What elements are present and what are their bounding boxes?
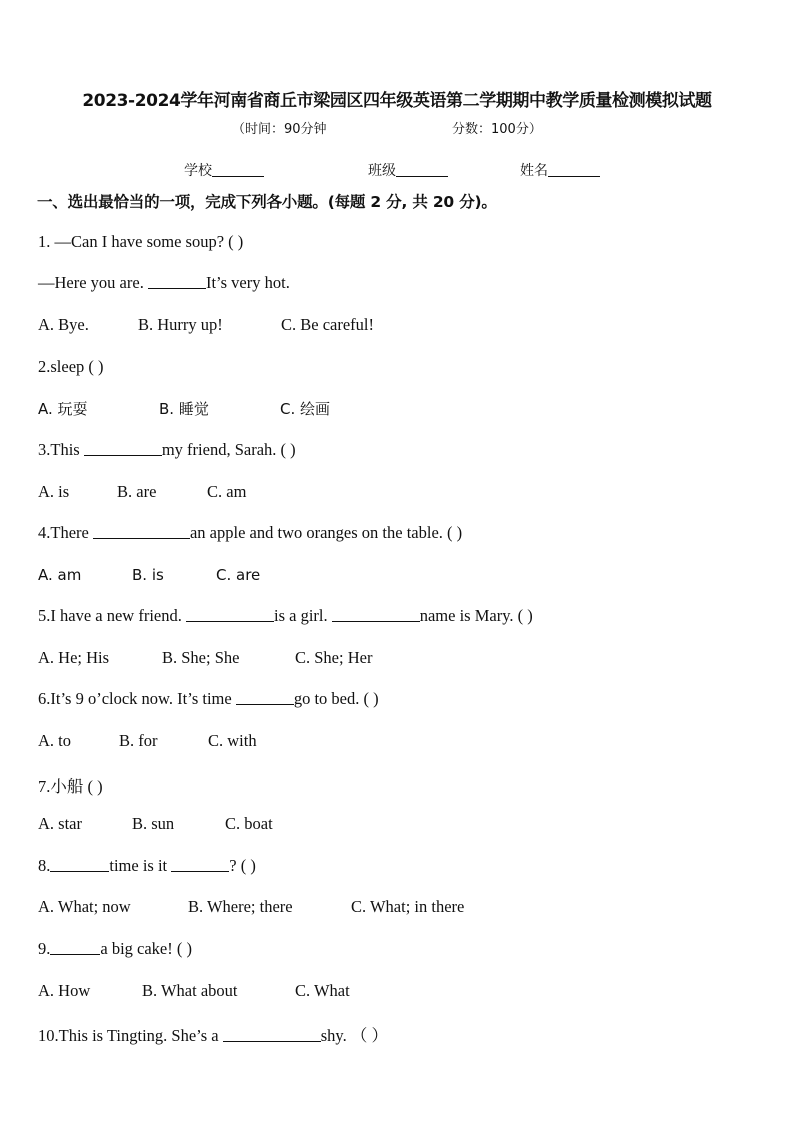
option-a[interactable]: A. star [38, 814, 82, 833]
question-10-text-end: shy. （ ） [320, 1026, 388, 1045]
question-1-text: —Here you are. [38, 273, 148, 292]
question-1-text-end: It’s very hot. [205, 273, 290, 292]
question-7-options [38, 814, 273, 834]
question-10-stem [38, 1022, 388, 1046]
exam-score: 分数：100分） [452, 122, 542, 137]
question-8-text-mid: time is it [109, 856, 172, 875]
option-a[interactable]: A. Bye. [38, 315, 89, 334]
option-c[interactable]: C. are [216, 566, 261, 584]
option-c[interactable]: C. What; in there [351, 897, 465, 916]
option-c[interactable]: C. What [295, 981, 350, 1000]
question-6-options [38, 731, 257, 751]
option-c[interactable]: C. am [207, 482, 247, 501]
question-4-text: 4.There [38, 523, 93, 542]
question-5-options [38, 648, 372, 668]
question-5-text: 5.I have a new friend. [38, 606, 186, 625]
question-1-stem: 1. —Can I have some soup? ( ) [38, 232, 244, 251]
question-6-text: 6.It’s 9 o’clock now. It’s time [38, 689, 236, 708]
question-5-text-mid: is a girl. [273, 606, 332, 625]
option-c[interactable]: C. Be careful! [281, 315, 374, 334]
answer-blank[interactable] [332, 606, 420, 622]
question-2-options [38, 398, 330, 419]
question-5-stem [38, 606, 533, 626]
option-c[interactable]: C. She; Her [295, 648, 373, 667]
question-9-text: 9. [38, 939, 51, 958]
question-8-text: 8. [38, 856, 51, 875]
question-10-text: 10.This is Tingting. She’s a [38, 1026, 223, 1045]
question-4-text-end: an apple and two oranges on the table. ( ) [189, 523, 463, 542]
option-b[interactable]: B. 睡觉 [159, 400, 209, 418]
class-blank[interactable] [396, 162, 448, 177]
exam-time: （时间：90分钟 [232, 122, 327, 137]
question-8-options [38, 897, 464, 917]
question-1-line2 [38, 273, 290, 293]
option-a[interactable]: A. to [38, 731, 71, 750]
question-3-text: 3.This [38, 440, 84, 459]
answer-blank[interactable] [84, 440, 162, 456]
question-6-stem [38, 689, 379, 709]
name-label: 姓名 [520, 163, 548, 179]
option-a[interactable]: A. How [38, 981, 91, 1000]
question-4-stem [38, 523, 462, 543]
option-b[interactable]: B. for [119, 731, 158, 750]
question-3-options [38, 482, 246, 502]
answer-blank[interactable] [50, 856, 109, 872]
answer-blank[interactable] [186, 606, 274, 622]
option-b[interactable]: B. sun [132, 814, 175, 833]
question-2-stem: 2.sleep ( ) [38, 357, 104, 376]
option-b[interactable]: B. Where; there [188, 897, 293, 916]
answer-blank[interactable] [93, 523, 190, 539]
question-9-stem [38, 939, 192, 959]
question-6-text-end: go to bed. ( ) [293, 689, 379, 708]
option-b[interactable]: B. is [132, 566, 164, 584]
exam-title: 2023-2024学年河南省商丘市梁园区四年级英语第二学期期中教学质量检测模拟试题 [82, 91, 712, 111]
question-3-text-end: my friend, Sarah. ( ) [161, 440, 296, 459]
answer-blank[interactable] [223, 1026, 321, 1042]
question-7-stem: 7.小船 ( ) [38, 777, 103, 796]
option-a[interactable]: A. He; His [38, 648, 110, 667]
option-b[interactable]: B. What about [142, 981, 238, 1000]
option-a[interactable]: A. is [38, 482, 70, 501]
question-8-stem [38, 856, 256, 876]
class-field[interactable] [368, 160, 448, 180]
question-1-options [38, 315, 374, 335]
question-9-text-end: a big cake! ( ) [100, 939, 192, 958]
school-field[interactable] [184, 160, 264, 180]
question-5-text-end: name is Mary. ( ) [419, 606, 533, 625]
option-c[interactable]: C. with [208, 731, 257, 750]
school-label: 学校 [184, 163, 212, 179]
option-a[interactable]: A. am [38, 566, 82, 584]
answer-blank[interactable] [171, 856, 229, 872]
option-b[interactable]: B. She; She [162, 648, 240, 667]
option-c[interactable]: C. 绘画 [280, 400, 331, 418]
section-heading: 一、选出最恰当的一项，完成下列各小题。(每题 2 分, 共 20 分)。 [37, 193, 497, 211]
school-blank[interactable] [212, 162, 264, 177]
question-8-text-end: ? ( ) [229, 856, 256, 875]
option-b[interactable]: B. Hurry up! [138, 315, 223, 334]
option-a[interactable]: A. What; now [38, 897, 131, 916]
name-blank[interactable] [548, 162, 600, 177]
option-a[interactable]: A. 玩耍 [38, 400, 88, 418]
question-4-options [38, 566, 260, 584]
class-label: 班级 [368, 163, 396, 179]
option-c[interactable]: C. boat [225, 814, 273, 833]
name-field[interactable] [520, 160, 600, 180]
question-9-options [38, 981, 350, 1001]
answer-blank[interactable] [148, 273, 206, 289]
option-b[interactable]: B. are [117, 482, 157, 501]
answer-blank[interactable] [236, 689, 294, 705]
question-3-stem [38, 440, 296, 460]
answer-blank[interactable] [50, 939, 100, 955]
